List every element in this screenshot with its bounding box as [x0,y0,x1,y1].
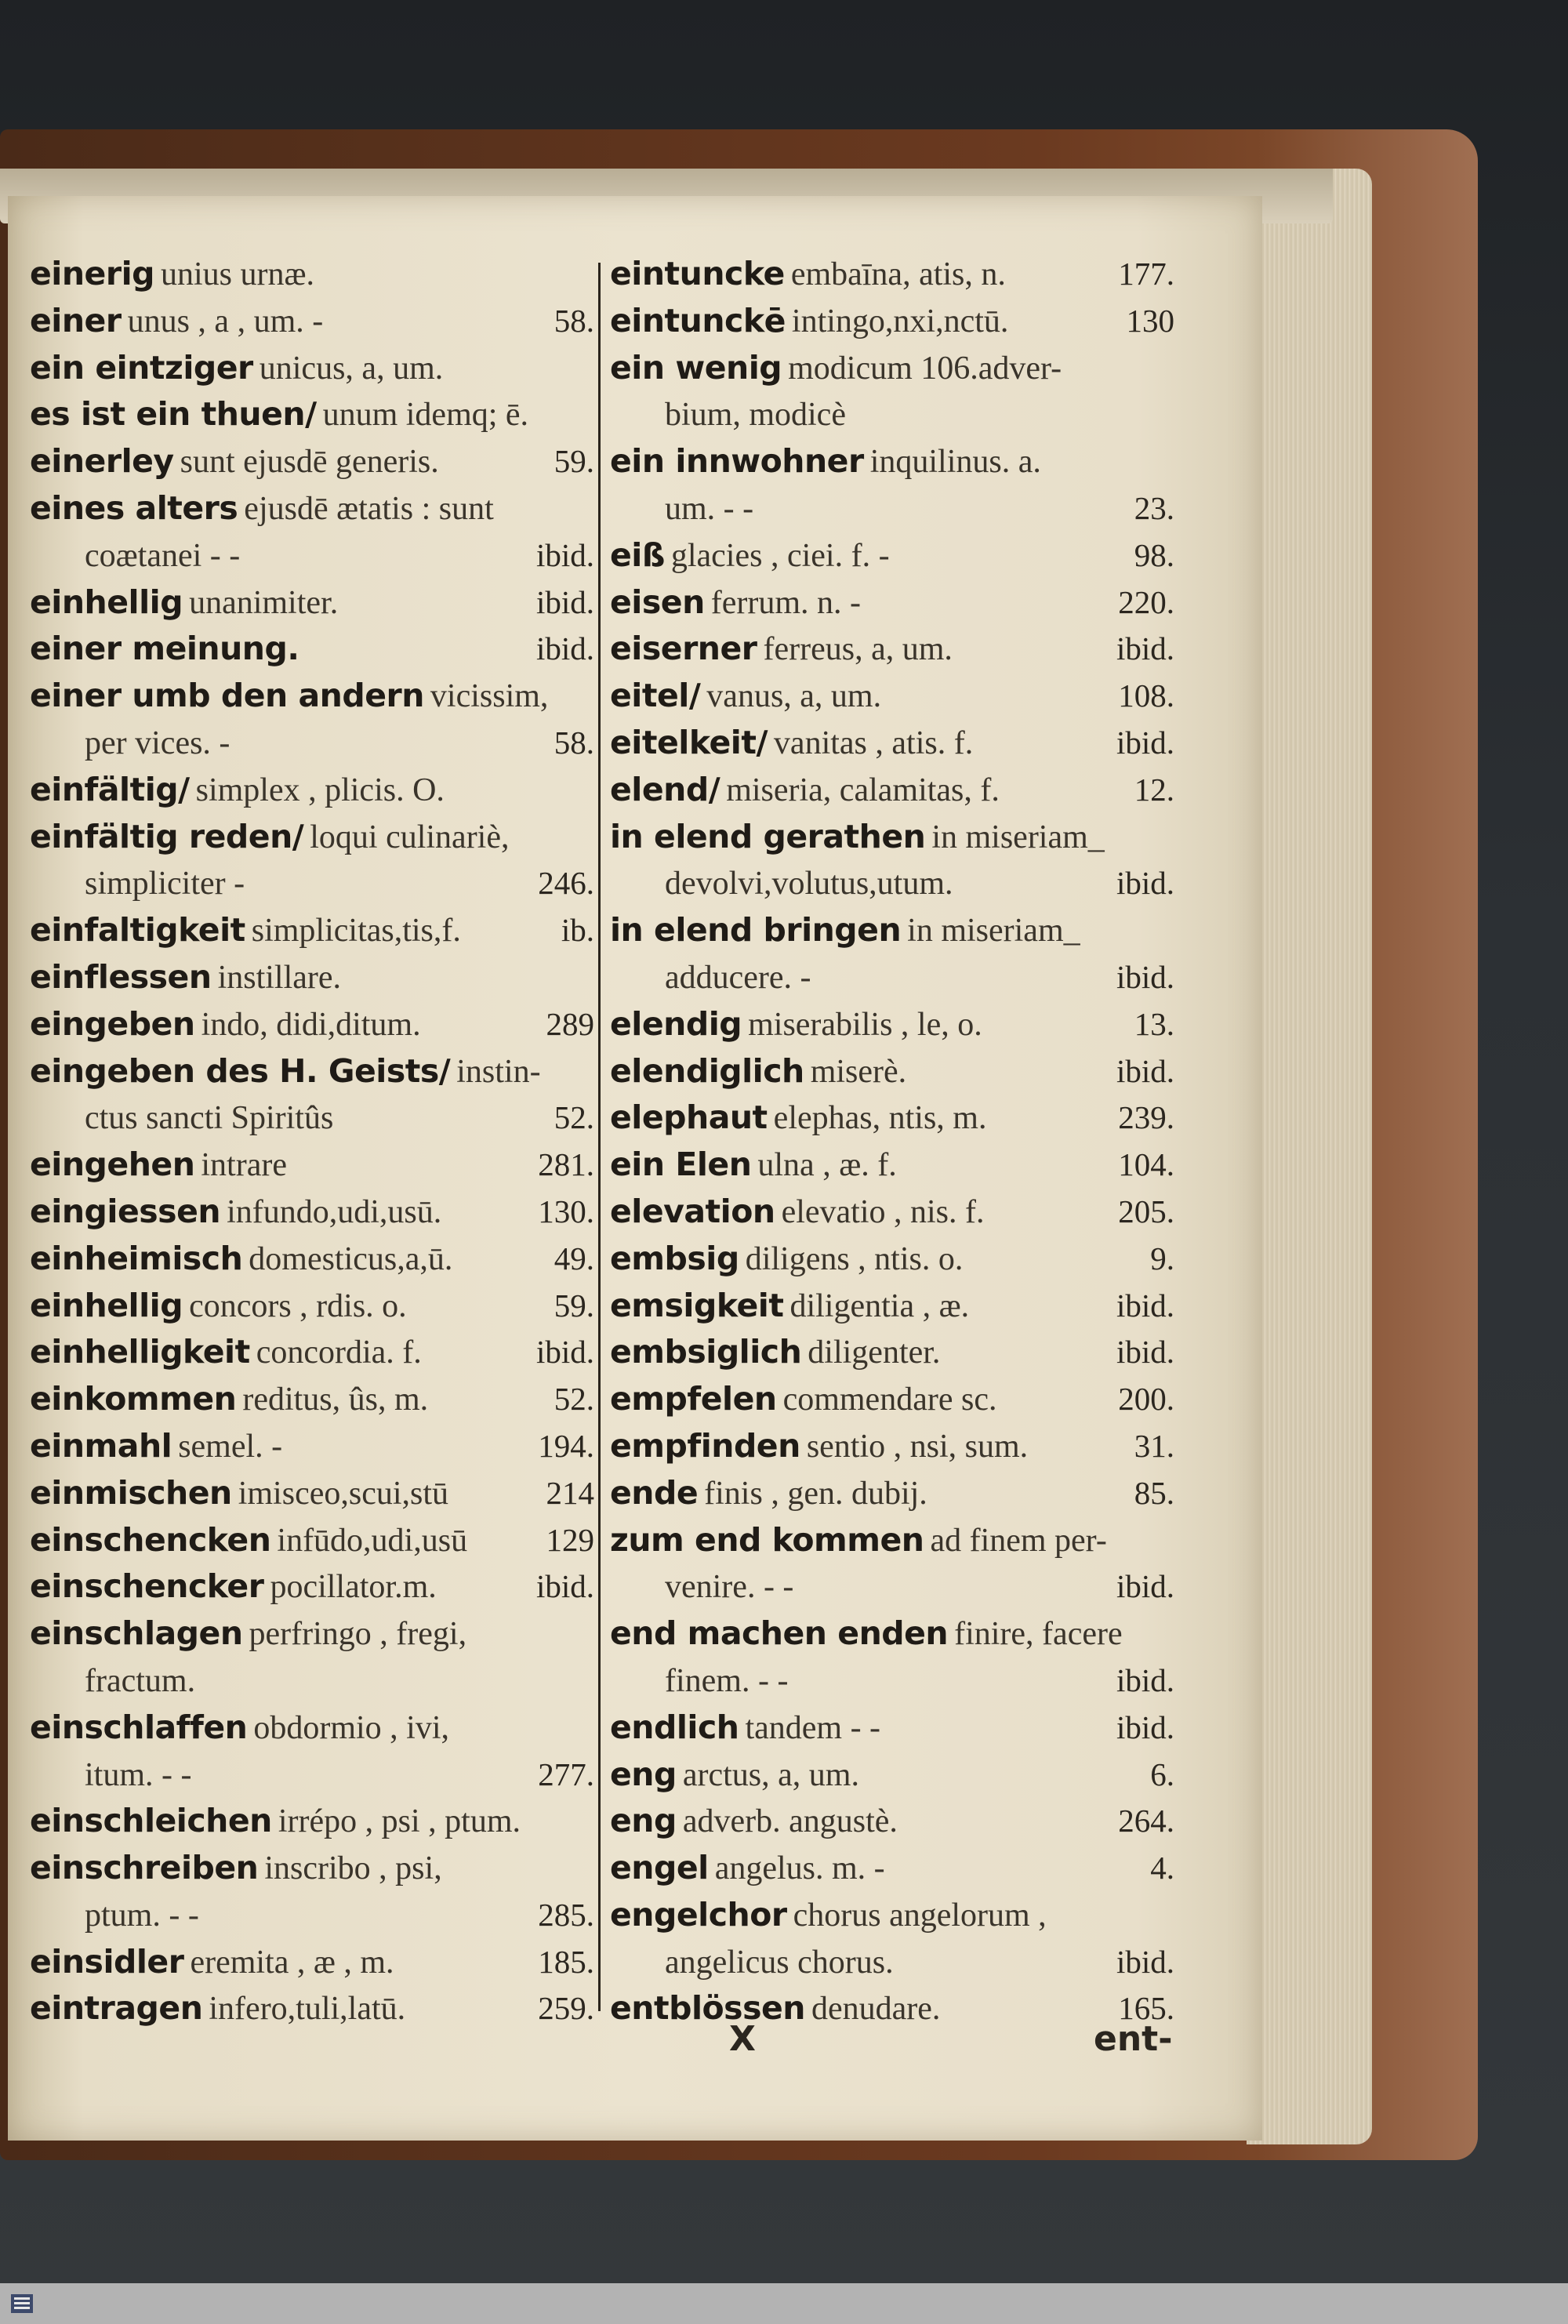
entry-page-ref: 130. [538,1193,594,1229]
dictionary-entry [30,391,594,438]
entry-gloss: finem. - - [665,1662,789,1699]
entry-page-ref: ibid. [535,1334,594,1371]
dictionary-entry [30,1095,594,1142]
dictionary-entry [30,860,594,907]
entry-gloss: ejusdē ætatis : sunt [244,490,494,527]
entry-headword: eng [610,1802,677,1840]
entry-gloss: simplicitas,tis,f. [251,913,461,950]
entry-headword: einfältig reden/ [30,817,304,855]
dictionary-entry [30,1236,594,1283]
entry-page-ref: ibid. [1116,1334,1174,1371]
entry-headword: in elend gerathen [610,817,926,855]
entry-headword: einhelligkeit [30,1333,250,1371]
entry-headword: in elend bringen [610,911,902,950]
entry-gloss: um. - - [665,490,754,527]
entry-headword: zum end kommen [610,1520,924,1559]
entry-headword: eintuncke [610,255,785,292]
entry-headword: end machen enden [610,1614,949,1653]
entry-page-ref: 246. [538,865,594,902]
entry-headword: einschencker [30,1567,264,1606]
dictionary-entry [610,1423,1174,1470]
entry-headword: einhellig [30,583,183,621]
entry-headword: eng [610,1755,677,1793]
dictionary-entry [610,1095,1174,1142]
dictionary-entry [610,720,1174,767]
entry-headword: eitelkeit/ [610,723,768,761]
entry-gloss: fractum. [85,1662,196,1699]
dictionary-entry [610,1845,1174,1892]
dictionary-entry [30,1610,594,1658]
dictionary-entry [30,1845,594,1892]
entry-page-ref: ibid. [1116,1943,1174,1980]
entry-page-ref: 214 [546,1474,594,1511]
entry-headword: einflessen [30,957,212,996]
entry-headword: einschlagen [30,1614,243,1653]
entry-gloss: coætanei - - [85,537,241,574]
entry-gloss: loqui culinariè, [310,819,510,855]
dictionary-entry [30,485,594,532]
entry-headword: einmahl [30,1426,172,1465]
dictionary-entry [610,1563,1174,1610]
dictionary-entry [610,532,1174,579]
entry-gloss: indo, didi,ditum. [201,1006,421,1043]
entry-page-ref: 277. [538,1756,594,1792]
entry-gloss: elevatio , nis. f. [781,1193,985,1230]
entry-headword: einheimisch [30,1239,243,1277]
entry-gloss: infundo,udi,usū. [227,1193,442,1230]
dictionary-entry [610,1048,1174,1095]
dictionary-entry [610,814,1174,861]
entry-page-ref: ibid. [1116,1568,1174,1605]
entry-gloss: vanus, a, um. [706,678,882,715]
dictionary-entry [30,1985,594,2032]
entry-page-ref: 259. [538,1990,594,2027]
entry-gloss: tandem - - [745,1709,881,1746]
entry-page-ref: 52. [554,1099,594,1136]
dictionary-entry [30,1752,594,1799]
dictionary-entry [30,1048,594,1095]
entry-page-ref: ibid. [535,536,594,573]
entry-page-ref: 200. [1118,1381,1174,1418]
entry-gloss: adducere. - [665,959,811,996]
entry-headword: einfaltigkeit [30,911,245,950]
entry-page-ref: 59. [554,1287,594,1324]
entry-gloss: finis , gen. dubij. [704,1475,927,1512]
entry-gloss: eremita , æ , m. [190,1944,394,1981]
entry-headword: einhellig [30,1286,183,1324]
dictionary-entry [610,1610,1174,1658]
entry-gloss: embaīna, atis, n. [790,256,1006,292]
entry-headword: einsidler [30,1942,184,1981]
entry-gloss: infero,tuli,latū. [209,1991,406,2028]
dictionary-entry [30,1376,594,1423]
dictionary-entry [610,907,1174,954]
entry-headword: ein Elen [610,1146,752,1184]
dictionary-entry [30,1798,594,1845]
entry-headword: einerig [30,255,154,292]
entry-page-ref: 49. [554,1240,594,1276]
entry-headword: einschencken [30,1520,271,1559]
dictionary-entry [610,1236,1174,1283]
entry-gloss: domesticus,a,ū. [249,1240,453,1277]
catchword: ent- [1094,2019,1173,2059]
entry-headword: eingiessen [30,1192,221,1230]
entry-gloss: sentio , nsi, sum. [806,1428,1029,1465]
entry-page-ref: 104. [1118,1146,1174,1183]
entry-page-ref: ibid. [535,583,594,620]
entry-headword: eitel/ [610,677,701,715]
entry-headword: einfältig/ [30,770,190,808]
entry-headword: einmischen [30,1473,232,1512]
entry-page-ref: 239. [1118,1099,1174,1136]
entry-page-ref: 52. [554,1381,594,1418]
entry-headword: ende [610,1473,699,1512]
dictionary-entry [610,1329,1174,1376]
entry-gloss: unicus, a, um. [259,350,444,387]
entry-headword: ein eintziger [30,348,253,387]
entry-page-ref: 85. [1134,1474,1174,1511]
dictionary-entry [610,1001,1174,1048]
dictionary-entry [30,1705,594,1752]
entry-gloss: vicissim, [430,678,549,715]
entry-headword: embsiglich [610,1333,802,1371]
entry-headword: engelchor [610,1895,787,1934]
entry-headword: eiß [610,536,665,574]
entry-gloss: elephas, ntis, m. [773,1100,987,1137]
entry-gloss: intingo,nxi,nctū. [791,303,1009,340]
entry-gloss: ptum. - - [85,1897,199,1934]
entry-page-ref: ibid. [1116,1661,1174,1698]
library-logo-icon [6,2288,38,2319]
dictionary-entry [610,1376,1174,1423]
dictionary-entry [30,438,594,485]
entry-gloss: denudare. [811,1991,941,2028]
dictionary-entry [30,1142,594,1189]
entry-gloss: angelus. m. - [714,1850,885,1887]
entry-gloss: modicum 106.adver- [788,350,1062,387]
entry-page-ref: 58. [554,302,594,339]
entry-gloss: instin- [456,1053,541,1090]
entry-gloss: instillare. [217,959,342,996]
entry-page-ref: 289 [546,1005,594,1042]
entry-headword: einer umb den andern [30,677,424,715]
dictionary-entry [610,1752,1174,1799]
entry-headword: elendiglich [610,1051,804,1090]
dictionary-entry [30,907,594,954]
entry-gloss: commendare sc. [782,1382,997,1418]
footer-bar [0,2283,1568,2324]
dictionary-entry [610,1470,1174,1517]
entry-gloss: itum. - - [85,1756,192,1793]
entry-gloss: diligens , ntis. o. [745,1240,964,1277]
dictionary-entry [610,1142,1174,1189]
dictionary-entry [610,1892,1174,1939]
entry-gloss: in miseriam_ [931,819,1105,855]
entry-gloss: unum idemq; ē. [322,397,529,434]
entry-gloss: imisceo,scui,stū [238,1475,449,1512]
entry-gloss: miserè. [810,1053,907,1090]
dictionary-entry [30,579,594,626]
entry-headword: eintragen [30,1989,203,2028]
entry-gloss: venire. - - [665,1569,794,1606]
entry-page-ref: 177. [1118,256,1174,292]
entry-headword: einkommen [30,1380,237,1418]
entry-gloss: unius urnæ. [160,256,314,292]
entry-page-ref: 185. [538,1943,594,1980]
entry-page-ref: 165. [1118,1990,1174,2027]
entry-gloss: concors , rdis. o. [189,1287,407,1324]
entry-gloss: irrépo , psi , ptum. [278,1803,521,1840]
entry-gloss: unanimiter. [189,584,339,621]
entry-page-ref: 6. [1150,1756,1174,1792]
entry-headword: elend/ [610,770,720,808]
entry-headword: es ist ein thuen/ [30,395,317,434]
entry-headword: emsigkeit [610,1286,784,1324]
entry-headword: elephaut [610,1098,768,1137]
entry-page-ref: 285. [538,1896,594,1933]
left-column [30,251,594,2032]
entry-page-ref: 205. [1118,1193,1174,1229]
entry-gloss: simplex , plicis. O. [195,772,445,808]
entry-gloss: vanitas , atis. f. [773,724,974,761]
dictionary-entry [610,954,1174,1001]
entry-headword: eines alters [30,488,238,527]
entry-gloss: obdormio , ivi, [253,1709,450,1746]
entry-gloss: intrare [201,1147,287,1184]
entry-gloss: bium, modicè [665,397,846,434]
entry-headword: einschlaffen [30,1708,248,1746]
entry-gloss: finire, facere [954,1616,1123,1653]
entry-page-ref: 108. [1118,677,1174,714]
dictionary-entry [610,391,1174,438]
entry-headword: embsig [610,1239,739,1277]
entry-headword: endlich [610,1708,739,1746]
entry-gloss: simpliciter - [85,866,245,902]
entry-gloss: inscribo , psi, [264,1850,442,1887]
entry-gloss: miseria, calamitas, f. [726,772,1000,808]
entry-page-ref: 281. [538,1146,594,1183]
page-edges [1247,169,1372,2144]
entry-page-ref: 4. [1150,1850,1174,1886]
entry-page-ref: 194. [538,1427,594,1464]
entry-page-ref: ibid. [1116,958,1174,995]
entry-page-ref: ibid. [1116,1052,1174,1089]
entry-gloss: glacies , ciei. f. - [670,537,890,574]
entry-headword: eingehen [30,1146,195,1184]
entry-page-ref: ibid. [535,1568,594,1605]
entry-headword: ein wenig [610,348,782,387]
entry-headword: eisen [610,583,705,621]
entry-page-ref: 23. [1134,489,1174,526]
entry-headword: elendig [610,1004,742,1043]
entry-headword: eingeben [30,1004,195,1043]
dictionary-entry [30,954,594,1001]
dictionary-entry [30,298,594,345]
dictionary-entry [30,251,594,298]
entry-gloss: perfringo , fregi, [249,1616,467,1653]
entry-gloss: devolvi,volutus,utum. [665,866,953,902]
entry-headword: einerley [30,442,174,481]
dictionary-entry [30,1423,594,1470]
entry-gloss: ad finem per- [930,1522,1107,1559]
entry-page-ref: ibid. [1116,865,1174,902]
dictionary-entry [610,767,1174,814]
entry-gloss: infūdo,udi,usū [277,1522,468,1559]
entry-headword: eiserner [610,630,757,668]
entry-gloss: concordia. f. [256,1334,422,1371]
dictionary-entry [610,626,1174,673]
dictionary-entry [610,251,1174,298]
dictionary-entry [610,298,1174,345]
dictionary-entry [610,345,1174,392]
column-divider [598,263,601,2011]
entry-headword: eintunckē [610,301,786,340]
entry-page-ref: ibid. [1116,1287,1174,1324]
dictionary-entry [30,1517,594,1564]
entry-page-ref: 129 [546,1521,594,1558]
entry-headword: entblössen [610,1989,805,2028]
entry-headword: empfinden [610,1426,800,1465]
dictionary-entry [610,438,1174,485]
dictionary-entry [30,345,594,392]
entry-page-ref: ibid. [1116,630,1174,667]
entry-gloss: per vices. - [85,724,230,761]
dictionary-entry [610,1283,1174,1330]
signature-mark: X [729,2019,756,2059]
dictionary-entry [610,673,1174,720]
entry-headword: einer meinung. [30,630,299,668]
entry-gloss: ferreus, a, um. [763,631,953,668]
dictionary-entry [30,1001,594,1048]
entry-page-ref: ibid. [535,630,594,667]
entry-gloss: angelicus chorus. [665,1944,894,1981]
entry-headword: ein innwohner [610,442,864,481]
dictionary-entry [30,673,594,720]
dictionary-entry [610,1705,1174,1752]
entry-gloss: chorus angelorum , [793,1897,1047,1934]
entry-page-ref: 9. [1150,1240,1174,1276]
entry-page-ref: 130 [1126,302,1174,339]
dictionary-entry [610,1189,1174,1236]
entry-page-ref: 31. [1134,1427,1174,1464]
dictionary-entry [30,1658,594,1705]
entry-gloss: diligentia , æ. [789,1287,970,1324]
entry-gloss: ulna , æ. f. [757,1147,897,1184]
dictionary-entry [30,626,594,673]
dictionary-entry [30,1892,594,1939]
dictionary-entry [610,1517,1174,1564]
entry-headword: empfelen [610,1380,777,1418]
dictionary-entry [610,860,1174,907]
dictionary-entry [30,1189,594,1236]
entry-gloss: in miseriam_ [907,913,1080,950]
entry-gloss: unus , a , um. - [127,303,324,340]
entry-gloss: ferrum. n. - [710,584,862,621]
dictionary-entry [30,720,594,767]
entry-page-ref: 12. [1134,771,1174,808]
entry-gloss: adverb. angustè. [682,1803,898,1840]
dictionary-entry [30,1470,594,1517]
entry-headword: elevation [610,1192,775,1230]
dictionary-entry [30,1939,594,1986]
entry-gloss: inquilinus. a. [869,444,1041,481]
dictionary-entry [610,1798,1174,1845]
dictionary-entry [30,532,594,579]
entry-page-ref: 98. [1134,536,1174,573]
entry-gloss: arctus, a, um. [682,1756,859,1793]
entry-page-ref: 58. [554,724,594,761]
dictionary-entry [610,1939,1174,1986]
entry-gloss: ctus sancti Spiritûs [85,1100,334,1137]
entry-page-ref: 264. [1118,1803,1174,1839]
dictionary-entry [30,814,594,861]
entry-page-ref: ib. [561,912,594,949]
dictionary-entry [610,1658,1174,1705]
entry-gloss: pocillator.m. [270,1569,437,1606]
entry-headword: eingeben des H. Geists/ [30,1051,451,1090]
entry-gloss: diligenter. [808,1334,941,1371]
right-column [610,251,1174,2032]
dictionary-entry [30,1329,594,1376]
entry-page-ref: 220. [1118,583,1174,620]
entry-headword: engel [610,1849,709,1887]
dictionary-entry [30,767,594,814]
entry-headword: einschreiben [30,1849,259,1887]
entry-gloss: reditus, ûs, m. [242,1382,429,1418]
dictionary-entry [30,1283,594,1330]
entry-page-ref: 13. [1134,1005,1174,1042]
dictionary-entry [30,1563,594,1610]
entry-headword: einer [30,301,122,340]
dictionary-entry [610,1985,1174,2032]
dictionary-entry [610,485,1174,532]
dictionary-entry [610,579,1174,626]
entry-page-ref: 59. [554,443,594,480]
entry-page-ref: ibid. [1116,724,1174,761]
entry-headword: einschleichen [30,1802,272,1840]
entry-gloss: miserabilis , le, o. [748,1006,982,1043]
entry-gloss: semel. - [178,1428,283,1465]
entry-page-ref: ibid. [1116,1709,1174,1745]
entry-gloss: sunt ejusdē generis. [180,444,439,481]
